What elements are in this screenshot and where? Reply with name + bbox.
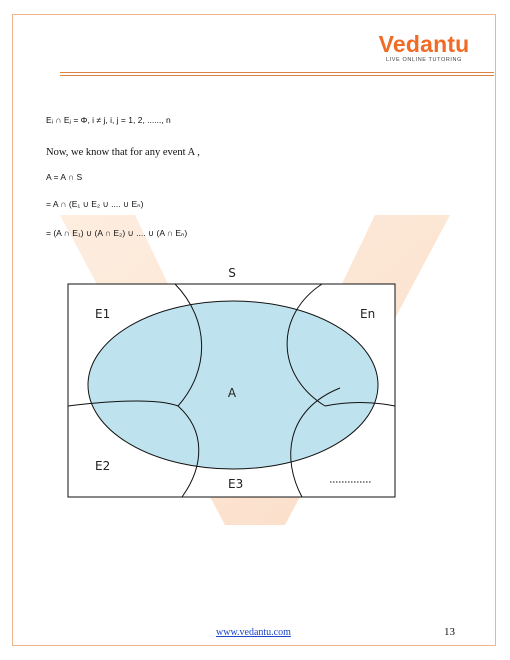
equation-2: = A ∩ (E₁ ∪ E₂ ∪ .... ∪ Eₙ) (46, 199, 144, 209)
event-a-ellipse (88, 301, 378, 469)
page-number: 13 (444, 626, 455, 638)
disjoint-condition: Eᵢ ∩ Eⱼ = Φ, i ≠ j, i, j = 1, 2, ......, n (46, 115, 171, 125)
label-e3: E3 (228, 477, 244, 491)
venn-diagram (60, 260, 405, 505)
label-en: En (360, 307, 376, 321)
body-text: Now, we know that for any event A , (46, 147, 200, 158)
vedantu-logo[interactable] (364, 32, 484, 63)
label-e1: E1 (95, 307, 111, 321)
equation-3: = (A ∩ E₁) ∪ (A ∩ E₂) ∪ .... ∪ (A ∩ Eₙ) (46, 228, 188, 238)
footer-website-link[interactable]: www.vedantu.com (216, 627, 291, 638)
label-a: A (227, 386, 237, 400)
label-s: S (228, 266, 236, 280)
label-e2: E2 (95, 459, 111, 473)
logo-wordmark: Vedantu (378, 31, 470, 57)
logo-tagline: LIVE ONLINE TUTORING (386, 57, 462, 63)
header-rule (60, 72, 494, 76)
equation-1: A = A ∩ S (46, 172, 83, 182)
